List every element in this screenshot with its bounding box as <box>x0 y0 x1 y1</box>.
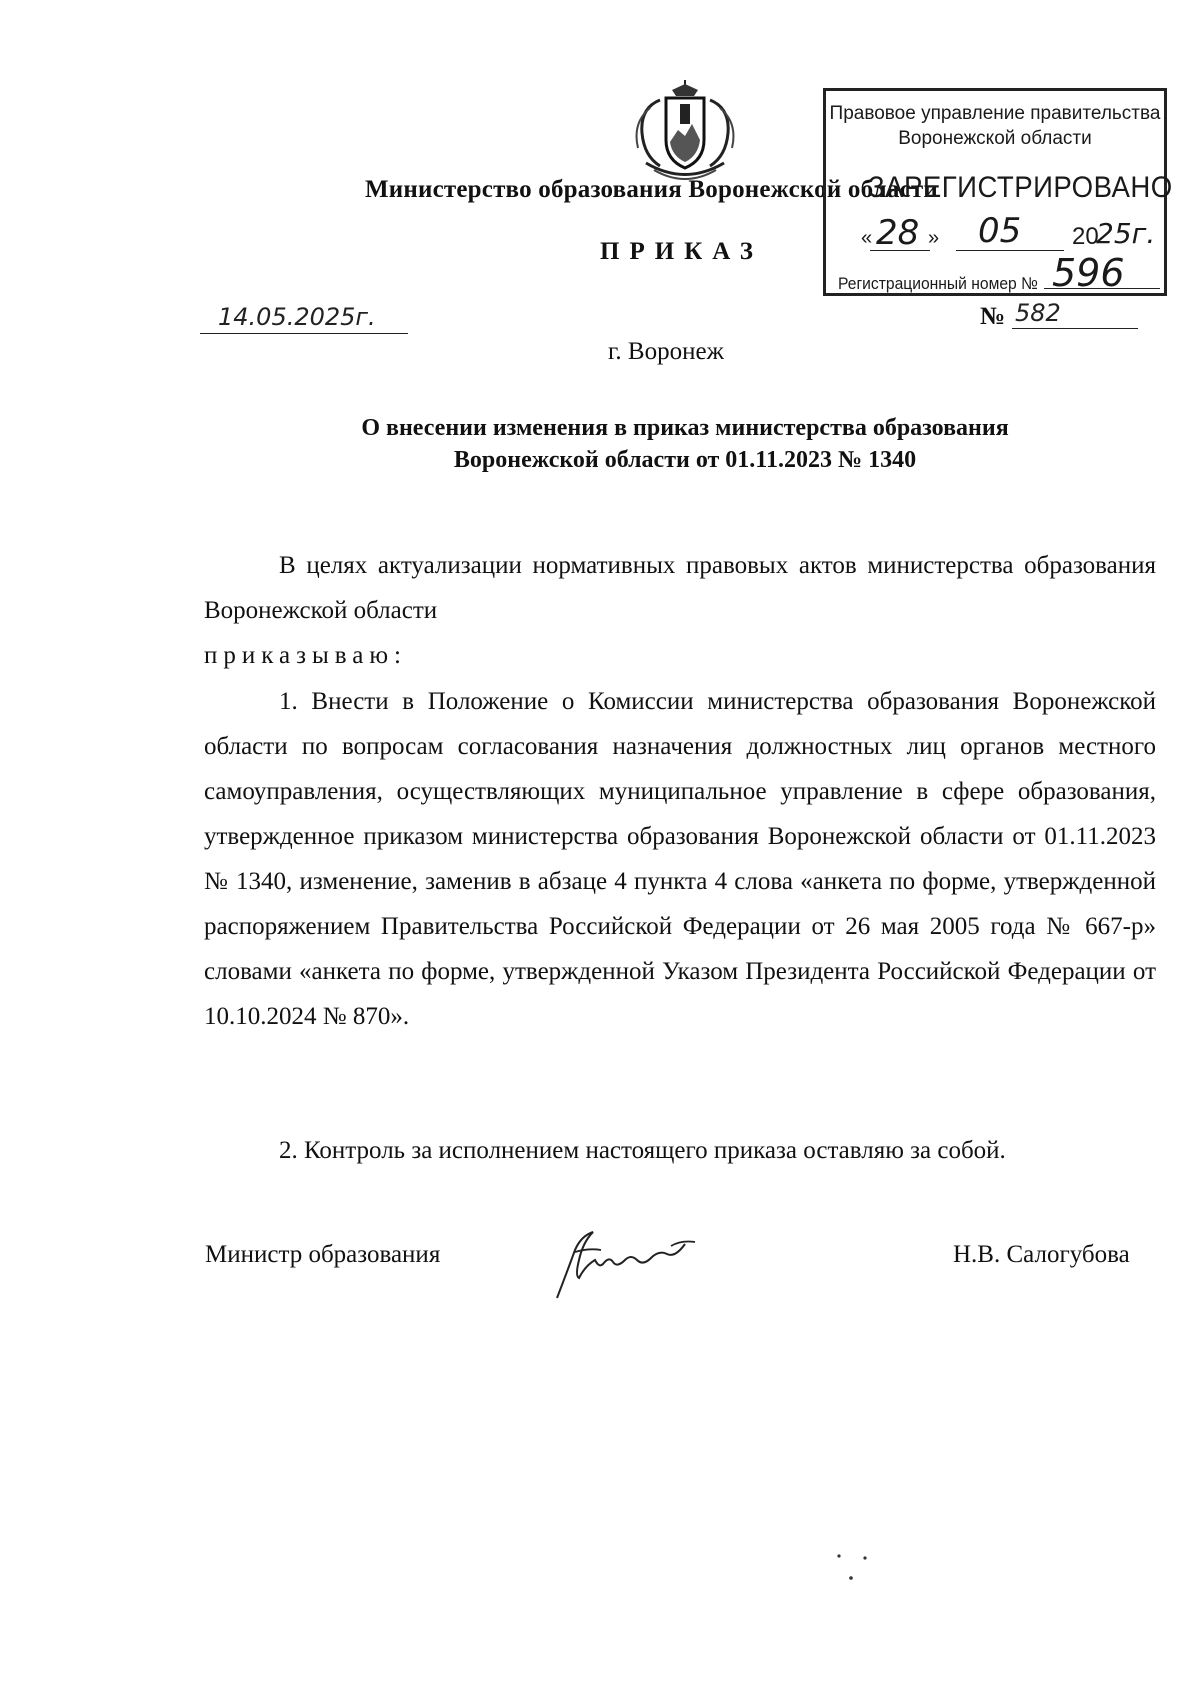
city: г. Воронеж <box>608 338 724 365</box>
stamp-year-prefix: 20 <box>1072 223 1099 250</box>
order-number-label: № <box>980 303 1006 330</box>
item-1-paragraph: 1. Внести в Положение о Комиссии министерства образования Воронежской области по вопросам согласования назначения должностных лиц органов местного самоуправления, осуществляющих муниципальное управление в сфере образования, утвержденное приказом министерства образования Воронежской области от 01.11.2023 № 1340, изменение, заменив в абзаце 4 пункта 4 слова «анкета по форме, утвержденной распоряжением Правительства Российской Федерации от 26 мая 2005 года № 667-р» словами «анкета по форме, утвержденной Указом Президента Российской Федерации от 10.10.2024 № 870». <box>204 688 1156 1030</box>
stamp-day-line <box>870 250 930 251</box>
document-title <box>200 412 1170 476</box>
stamp-day: 28 <box>876 213 920 253</box>
stamp-quote-close: » <box>928 227 940 249</box>
number-underline <box>1012 328 1138 329</box>
signer-position: Министр образования <box>205 1241 441 1268</box>
stamp-status: ЗАРЕГИСТРИРОВАНО <box>868 171 1173 204</box>
stamp-quote-open: « <box>861 227 873 249</box>
stamp-org-line2: Воронежской области <box>898 128 1092 149</box>
stamp-month: 05 <box>978 211 1022 251</box>
registration-stamp <box>823 88 1173 296</box>
stamp-reg-line <box>1044 288 1160 289</box>
intro-paragraph: В целях актуализации нормативных правовых актов министерства образования Воронежской области <box>204 552 1156 624</box>
stamp-year: 25г. <box>1096 217 1156 250</box>
date-underline <box>200 333 408 334</box>
signer-name: Н.В. Салогубова <box>953 1241 1130 1268</box>
handwritten-signature <box>545 1220 705 1302</box>
title-line1: О внесении изменения в приказ министерства образования <box>361 415 1009 441</box>
stamp-organization <box>826 101 1164 151</box>
stamp-reg-label: Регистрационный номер № <box>838 274 1038 293</box>
stamp-reg-number: 596 <box>1052 251 1125 295</box>
stamp-org-line1: Правовое управление правительства <box>829 103 1161 124</box>
stamp-month-line <box>956 250 1064 251</box>
scan-artifact-dots <box>835 1552 875 1587</box>
order-date: 14.05.2025г. <box>218 303 376 331</box>
title-line2: Воронежской области от 01.11.2023 № 1340 <box>453 447 917 473</box>
document-type: ПРИКАЗ <box>600 238 763 265</box>
item-2-paragraph: 2. Контроль за исполнением настоящего приказа оставляю за собой. <box>279 1137 1006 1164</box>
ministry-name: Министерство образования Воронежской области <box>365 176 938 203</box>
order-number: 582 <box>1015 299 1061 327</box>
order-word: приказываю: <box>204 642 407 669</box>
coat-of-arms-emblem <box>620 78 750 190</box>
